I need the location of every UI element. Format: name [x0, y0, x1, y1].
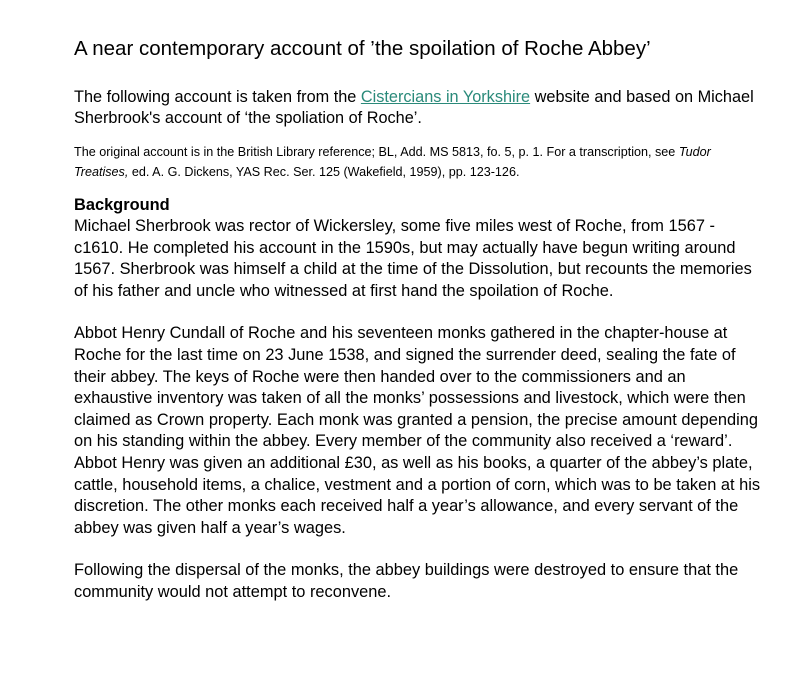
source-note-citation: ed. A. G. Dickens, YAS Rec. Ser. 125 (Wakefield, 1959), pp. 123-126.: [128, 165, 520, 179]
surrender-paragraph: Abbot Henry Cundall of Roche and his seventeen monks gathered in the chapter-house at Roche for the last time on 23 June 1538, and signed the surrender deed, sealing the fate of their abbey. The keys of Roche were then handed over to the commissioners and an exhaustive inventory was taken of all the monks’ possessions and livestock, which were then claimed as Crown property. Each monk was granted a pension, the precise amount depending on his standing within the abbey. Every member of the community also received a ‘reward’. Abbot Henry was given an additional £30, as well as his books, a quarter of the abbey’s plate, cattle, household items, a chalice, vestment and a portion of corn, which was to be taken at his discretion. The other monks each received half a year’s allowance, and every servant of the abbey was given half a year’s wages.: [74, 324, 761, 537]
background-paragraph: Michael Sherbrook was rector of Wickersley, some five miles west of Roche, from 1567 - c1610. He completed his account in the 1590s, but may actually have begun writing around 1567. Sherbrook was himself a child at the time of the Dissolution, but recounts the memories of his father and uncle who witnessed at first hand the spoilation of Roche.: [74, 217, 752, 300]
intro-paragraph: [74, 87, 764, 129]
source-note-book-title: Tudor Treatises,: [74, 145, 711, 179]
document-page: [74, 36, 764, 625]
cistercians-in-yorkshire-link[interactable]: Cistercians in Yorkshire: [360, 88, 531, 106]
page-title: A near contemporary account of ’the spoilation of Roche Abbey’: [74, 37, 651, 60]
intro-text-after-link: website and based on Michael Sherbrook's account of ‘the spoliation of Roche’.: [74, 88, 754, 127]
source-note-text: The original account is in the British Library reference; BL, Add. MS 5813, fo. 5, p. 1. For a transcription, see: [74, 145, 679, 159]
dispersal-paragraph: Following the dispersal of the monks, the abbey buildings were destroyed to ensure that the community would not attempt to reconvene.: [74, 561, 739, 601]
background-heading: Background: [74, 196, 170, 214]
intro-text-before-link: The following account is taken from the: [74, 88, 361, 106]
source-note: [74, 142, 764, 182]
